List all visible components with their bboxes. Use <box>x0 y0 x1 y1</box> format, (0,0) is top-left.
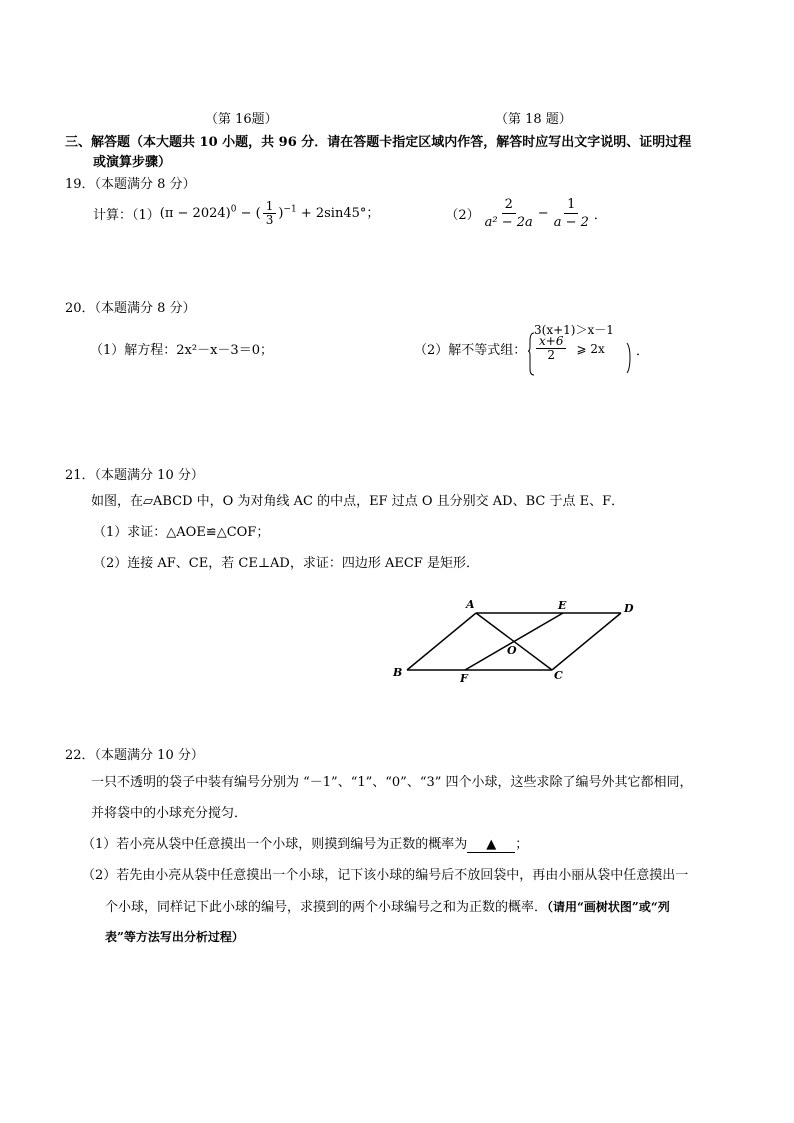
answer-blank: ▲ <box>467 837 515 853</box>
q22-intro-1: 一只不透明的袋子中装有编号分别为 “－1”、“1”、“0”、“3” 四个小球，这些求除了编号外其它都相同， <box>91 775 693 790</box>
q20-header: 20．（本题满分 8 分） <box>65 301 196 316</box>
label-B: B <box>393 666 403 679</box>
q22-part1: （1）若小亮从袋中任意摸出一个小球，则摸到编号为正数的概率为 ▲ ； <box>82 837 529 852</box>
q22-part2-note-cont: 表”等方法写出分析过程） <box>105 930 244 944</box>
q19-part2-label: （2） <box>445 207 480 223</box>
q21-header: 21．（本题满分 10 分） <box>65 468 204 483</box>
q19-prefix: 计算：（1） <box>93 207 160 223</box>
q20-end: ． <box>636 344 650 359</box>
q19-fraction-2: $\frac{2}{\text{a² − 2a}}$ <box>484 196 533 230</box>
q21-part2: （2）连接 AF、CE，若 CE⊥AD，求证：四边形 AECF 是矩形． <box>93 556 479 571</box>
label-F: F <box>460 672 468 685</box>
label-D: D <box>624 602 634 615</box>
q21-intro: 如图，在▱ABCD 中，O 为对角线 AC 的中点，EF 过点 O 且分别交 AD、BC 于点 E、F． <box>91 494 625 509</box>
parallelogram-figure <box>385 592 645 692</box>
q20-inequality-system <box>528 321 638 377</box>
figure-18-caption: （第 18 题） <box>495 112 572 127</box>
q22-part2-line1: （2）若先由小亮从袋中任意摸出一个小球，记下该小球的编号后不放回袋中，再由小丽从袋中任意摸出一 <box>82 868 689 883</box>
q22-intro-2: 并将袋中的小球充分搅匀． <box>91 806 248 821</box>
q22-header: 22．（本题满分 10 分） <box>65 748 204 763</box>
q19-header: 19．（本题满分 8 分） <box>65 177 196 192</box>
figure-16-caption: （第 16题） <box>205 112 278 127</box>
label-O: O <box>507 644 517 657</box>
q19-fraction-3: $\frac{1}{a - 2}$ <box>553 196 589 230</box>
q20-part2-label: （2）解不等式组： <box>414 343 527 358</box>
label-C: C <box>554 669 563 682</box>
q19-fraction-one-third: $\frac{1}{3}$ <box>263 200 277 227</box>
q21-part1: （1）求证：△AOE≌△COF； <box>93 525 270 540</box>
section-3-heading: 三、解答题（本大题共 10 小题，共 96 分．请在答题卡指定区域内作答，解答时应写出文字说明、证明过程 <box>65 135 692 150</box>
label-A: A <box>466 598 475 611</box>
label-E: E <box>558 599 567 612</box>
q20-part1: （1）解方程：2x²－x－3＝0； <box>90 343 273 358</box>
q20-inequality-1: 3(x+1)＞x－1 <box>534 323 614 337</box>
section-3-heading-cont: 或演算步骤） <box>93 155 172 170</box>
q20-inequality-2: $\frac{x+6}{2}$ ⩾ 2x <box>534 335 605 362</box>
q19-part1: $(\pi - 2024)^0$ − ( $\frac{1}{3}$ )$^{-1}$ + 2sin45°； <box>159 198 380 227</box>
q19-expressions: 计算：（1） $(\pi - 2024)^0$ − ( $\frac{1}{3}$ )$^{-1}$ + 2sin45°； （2） $\frac{2}{\text{a² − 2a}}$ − $\frac{1}{a - 2}$ ． <box>93 196 607 230</box>
q22-part2-line2: 个小球，同样记下此小球的编号，求摸到的两个小球编号之和为正数的概率．（请用“画树状图”或“列 <box>105 900 670 915</box>
